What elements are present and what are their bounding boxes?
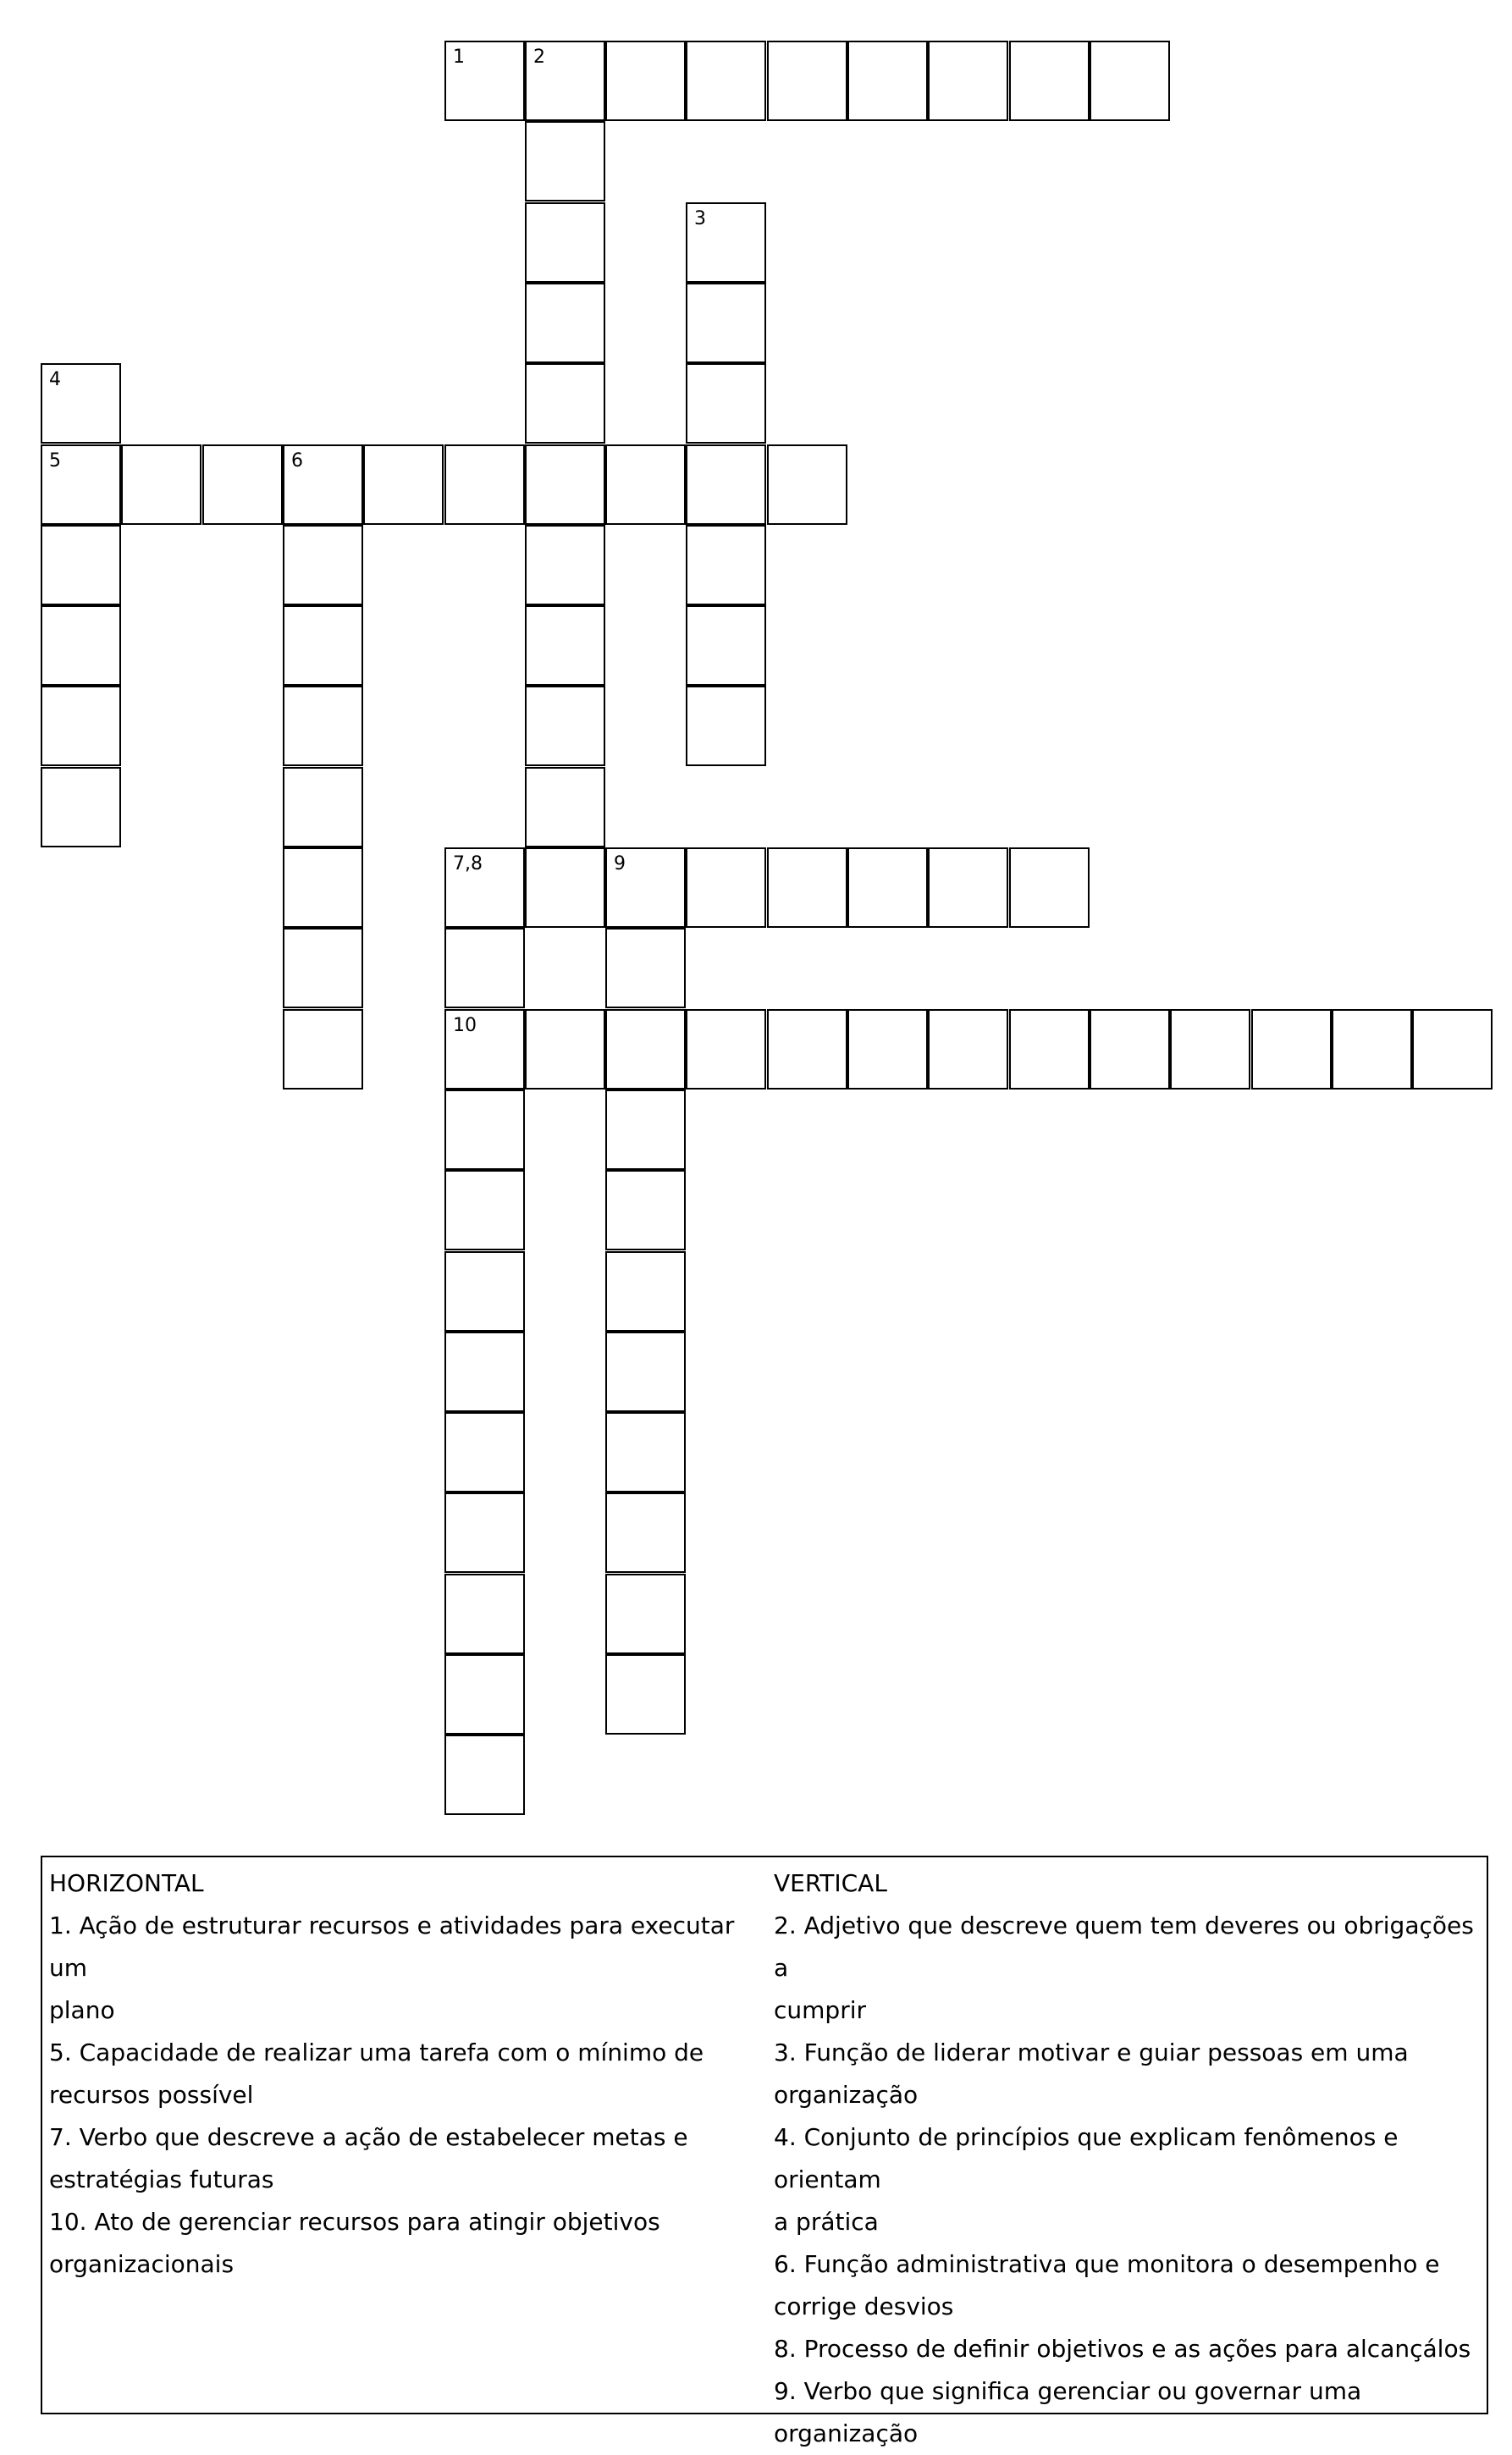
clue-number: 4 (49, 369, 61, 390)
clue-line: organizacionais (49, 2250, 235, 2278)
clue-line: 2. Adjetivo que descreve quem tem deveres ou obrigações a (774, 1912, 1482, 1982)
grid-cell[interactable] (605, 1492, 686, 1573)
grid-cell[interactable] (525, 41, 605, 121)
grid-cell[interactable] (363, 444, 444, 525)
clue-number: 2 (533, 47, 545, 68)
grid-cell[interactable] (525, 363, 605, 444)
grid-cell[interactable] (283, 686, 363, 766)
clue-number: 1 (453, 47, 465, 68)
clues-box (41, 1856, 1488, 2447)
grid-cell[interactable] (444, 1412, 525, 1492)
grid-cell[interactable] (767, 444, 847, 525)
horizontal-clues (49, 1862, 760, 2286)
grid-cell[interactable] (767, 847, 847, 928)
grid-cell[interactable] (686, 202, 766, 283)
grid-cell[interactable] (444, 1654, 525, 1735)
clue-number: 10 (453, 1015, 477, 1036)
grid-cell[interactable] (525, 767, 605, 847)
grid-cell[interactable] (605, 928, 686, 1008)
grid-cell[interactable] (444, 1492, 525, 1573)
grid-cell[interactable] (605, 1412, 686, 1492)
grid-cell[interactable] (283, 1009, 363, 1090)
clue-number: 3 (694, 208, 706, 229)
clue-line: organização (774, 2419, 919, 2447)
grid-cell[interactable] (121, 444, 201, 525)
grid-cell[interactable] (444, 1332, 525, 1412)
grid-cell[interactable] (525, 686, 605, 766)
grid-cell[interactable] (444, 1170, 525, 1250)
grid-cell[interactable] (605, 1574, 686, 1654)
grid-cell[interactable] (847, 1009, 928, 1090)
grid-cell[interactable] (686, 444, 766, 525)
clue-line: a prática (774, 2208, 879, 2236)
grid-cell[interactable] (283, 847, 363, 928)
grid-cell[interactable] (686, 41, 766, 121)
clue-line: 7. Verbo que descreve a ação de estabelecer metas e (49, 2123, 688, 2151)
grid-cell[interactable] (686, 686, 766, 766)
grid-cell[interactable] (928, 41, 1008, 121)
grid-cell[interactable] (605, 41, 686, 121)
grid-cell[interactable] (1009, 41, 1090, 121)
clue-number: 6 (291, 450, 303, 472)
grid-cell[interactable] (605, 1251, 686, 1332)
grid-cell[interactable] (283, 767, 363, 847)
grid-cell[interactable] (444, 41, 525, 121)
grid-cell[interactable] (767, 41, 847, 121)
grid-cell[interactable] (686, 1009, 766, 1090)
clue-line: 10. Ato de gerenciar recursos para atingir objetivos (49, 2208, 660, 2236)
grid-cell[interactable] (202, 444, 283, 525)
grid-cell[interactable] (444, 847, 525, 928)
clue-line: 1. Ação de estruturar recursos e atividades para executar um (49, 1912, 742, 1982)
grid-cell[interactable] (605, 1654, 686, 1735)
grid-cell[interactable] (686, 283, 766, 363)
grid-cell[interactable] (444, 1251, 525, 1332)
grid-cell[interactable] (444, 1735, 525, 1815)
clue-line: plano (49, 1996, 115, 2024)
grid-cell[interactable] (928, 1009, 1008, 1090)
grid-cell[interactable] (283, 928, 363, 1008)
grid-cell[interactable] (525, 202, 605, 283)
grid-cell[interactable] (686, 363, 766, 444)
clue-line: organização (774, 2081, 919, 2109)
grid-cell[interactable] (525, 605, 605, 686)
grid-cell[interactable] (283, 605, 363, 686)
grid-cell[interactable] (1090, 1009, 1170, 1090)
clue-line: recursos possível (49, 2081, 254, 2109)
grid-cell[interactable] (686, 847, 766, 928)
grid-cell[interactable] (41, 363, 121, 444)
grid-cell[interactable] (1412, 1009, 1493, 1090)
grid-cell[interactable] (41, 444, 121, 525)
grid-cell[interactable] (444, 444, 525, 525)
grid-cell[interactable] (41, 686, 121, 766)
grid-cell[interactable] (1009, 847, 1090, 928)
clue-line: corrige desvios (774, 2292, 954, 2320)
grid-cell[interactable] (686, 605, 766, 686)
grid-cell[interactable] (1009, 1009, 1090, 1090)
grid-cell[interactable] (525, 847, 605, 928)
horizontal-heading: HORIZONTAL (49, 1869, 204, 1897)
grid-cell[interactable] (525, 121, 605, 201)
grid-cell[interactable] (928, 847, 1008, 928)
clue-line: 6. Função administrativa que monitora o desempenho e (774, 2250, 1440, 2278)
grid-cell[interactable] (605, 1090, 686, 1170)
grid-cell[interactable] (605, 1009, 686, 1090)
grid-cell[interactable] (444, 1574, 525, 1654)
clue-line: 9. Verbo que significa gerenciar ou governar uma (774, 2377, 1362, 2405)
clue-line: 3. Função de liderar motivar e guiar pessoas em uma (774, 2038, 1409, 2066)
grid-cell[interactable] (283, 525, 363, 605)
grid-cell[interactable] (444, 928, 525, 1008)
clue-number: 5 (49, 450, 61, 472)
clue-line: 4. Conjunto de princípios que explicam fenômenos e orientam (774, 2123, 1406, 2193)
grid-cell[interactable] (605, 444, 686, 525)
grid-cell[interactable] (1170, 1009, 1250, 1090)
grid-cell[interactable] (525, 525, 605, 605)
grid-cell[interactable] (41, 767, 121, 847)
clue-line: 5. Capacidade de realizar uma tarefa com o mínimo de (49, 2038, 704, 2066)
clue-line: 8. Processo de definir objetivos e as ações para alcançálos (774, 2335, 1471, 2363)
clue-number: 7,8 (453, 853, 483, 874)
grid-cell[interactable] (767, 1009, 847, 1090)
grid-cell[interactable] (444, 1009, 525, 1090)
grid-cell[interactable] (525, 1009, 605, 1090)
grid-cell[interactable] (41, 605, 121, 686)
grid-cell[interactable] (444, 1090, 525, 1170)
clue-line: estratégias futuras (49, 2165, 274, 2193)
grid-cell[interactable] (605, 1332, 686, 1412)
grid-cell[interactable] (847, 41, 928, 121)
grid-cell[interactable] (1332, 1009, 1412, 1090)
grid-cell[interactable] (283, 444, 363, 525)
grid-cell[interactable] (41, 525, 121, 605)
grid-cell[interactable] (525, 283, 605, 363)
vertical-clues (774, 1862, 1482, 2455)
grid-cell[interactable] (525, 444, 605, 525)
vertical-heading: VERTICAL (774, 1869, 887, 1897)
grid-cell[interactable] (847, 847, 928, 928)
clue-line: cumprir (774, 1996, 866, 2024)
grid-cell[interactable] (605, 1170, 686, 1250)
grid-cell[interactable] (1251, 1009, 1332, 1090)
clue-number: 9 (614, 853, 626, 874)
grid-cell[interactable] (605, 847, 686, 928)
grid-cell[interactable] (1090, 41, 1170, 121)
grid-cell[interactable] (686, 525, 766, 605)
